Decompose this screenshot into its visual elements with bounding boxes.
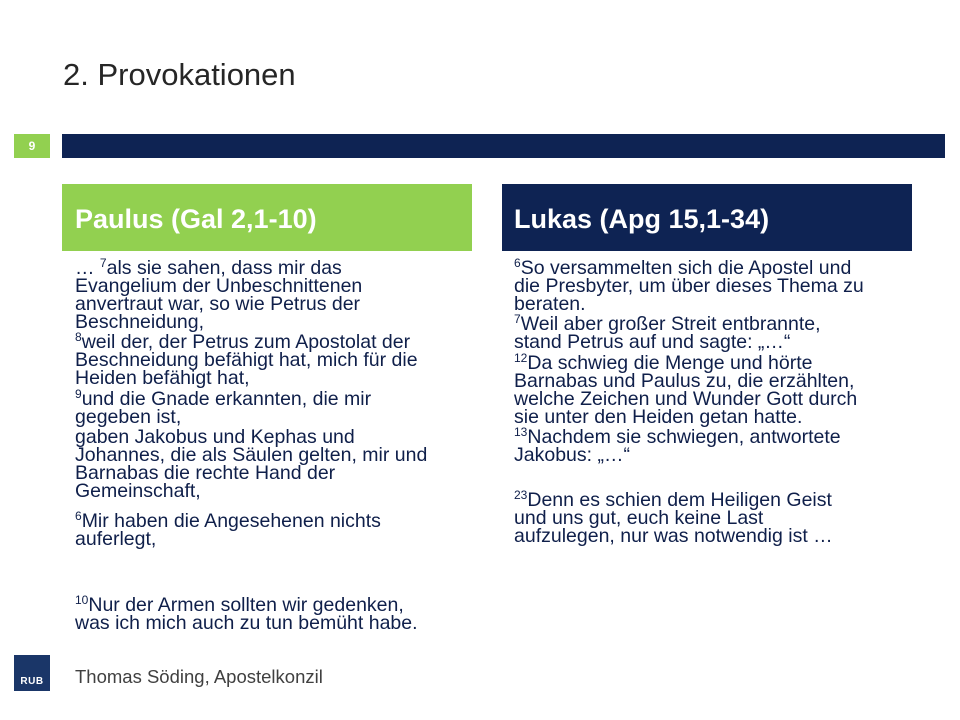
column-body-paulus [75,256,427,632]
verse-number: 6 [514,255,521,270]
line-text: Da schwieg die Menge und hörte [527,351,813,374]
line-text: aufzulegen, nur was notwendig ist … [514,524,833,547]
verse-number: 7 [514,312,521,326]
page-number-badge [14,134,50,158]
line-text: Denn es schien dem Heiligen Geist [527,488,832,511]
line-text: welche Zeichen und Wunder Gott durch [514,387,858,410]
ellipsis-prefix: … [75,256,100,279]
line-text: und uns gut, euch keine Last [514,506,764,529]
column-heading: Paulus (Gal 2,1-10) [75,204,317,234]
slide-title: 2. Provokationen [63,57,296,92]
verse-number: 7 [99,255,107,270]
header-bar [62,134,945,158]
text-line [75,405,427,428]
verse-block [75,510,427,549]
verse-number: 13 [514,425,528,439]
column-body-lukas [514,256,864,545]
line-text: Nachdem sie schwiegen, antwortete [527,426,841,448]
line-text: gaben Jakobus und Kephas und [75,425,355,448]
line-text: Mir haben die Angesehenen nichts [81,510,381,532]
verse-number: 12 [514,350,528,365]
line-text: weil der, der Petrus zum Apostolat der [81,331,411,353]
verse-number: 8 [75,330,82,344]
line-text: Beschneidung, [75,310,205,333]
verse-number: 6 [75,509,82,523]
verse-number: 9 [75,386,82,401]
text-line [514,405,864,428]
text-line [75,369,427,387]
verse-number: 23 [514,487,528,502]
line-text: gegeben ist, [75,405,182,428]
verse-block [514,488,864,545]
line-text: Barnabas und Paulus zu, die erzählten, [514,369,855,392]
line-text: Heiden befähigt hat, [75,367,250,389]
line-text: Gemeinschaft, [75,479,201,502]
line-text: und die Gnade erkannten, die mir [81,387,372,410]
text-line [514,292,864,315]
line-text: Barnabas die rechte Hand der [75,461,336,484]
university-logo [14,655,50,691]
line-text: Nur der Armen sollten wir gedenken, [88,593,404,616]
verse-block [514,256,864,464]
line-text: Weil aber großer Streit entbrannte, [520,313,821,335]
line-text: stand Petrus auf und sagte: „…“ [514,331,791,353]
text-line [75,310,427,333]
line-text: Jakobus: „…“ [514,444,630,466]
text-line [75,530,427,548]
footer-text: Thomas Söding, Apostelkonzil [75,666,323,687]
verse-number: 10 [75,592,89,607]
line-text: Evangelium der Unbeschnittenen [75,274,363,297]
text-line [514,333,864,351]
text-line [514,524,864,547]
line-text: So versammelten sich die Apostel und [520,256,852,279]
line-text: beraten. [514,292,586,315]
verse-block [75,256,427,426]
column-header-paulus [62,184,472,251]
line-text: was ich mich auch zu tun bemüht habe. [75,611,418,634]
line-text: Johannes, die als Säulen gelten, mir und [75,443,428,466]
logo-text: RUB [20,676,44,687]
column-header-lukas [502,184,912,251]
line-text: auferlegt, [75,528,157,550]
line-text: anvertraut war, so wie Petrus der [75,292,361,315]
text-line [514,446,864,464]
verse-block [75,425,428,502]
text-line [75,611,427,634]
column-heading: Lukas (Apg 15,1-34) [514,204,770,234]
line-text: die Presbyter, um über dieses Thema zu [514,274,864,297]
line-text: als sie sahen, dass mir das [106,256,342,279]
verse-block [75,593,427,632]
line-text: sie unter den Heiden getan hatte. [514,405,803,428]
text-line [75,479,427,502]
line-text: Beschneidung befähigt hat, mich für die [75,349,418,371]
page-number: 9 [28,139,36,153]
